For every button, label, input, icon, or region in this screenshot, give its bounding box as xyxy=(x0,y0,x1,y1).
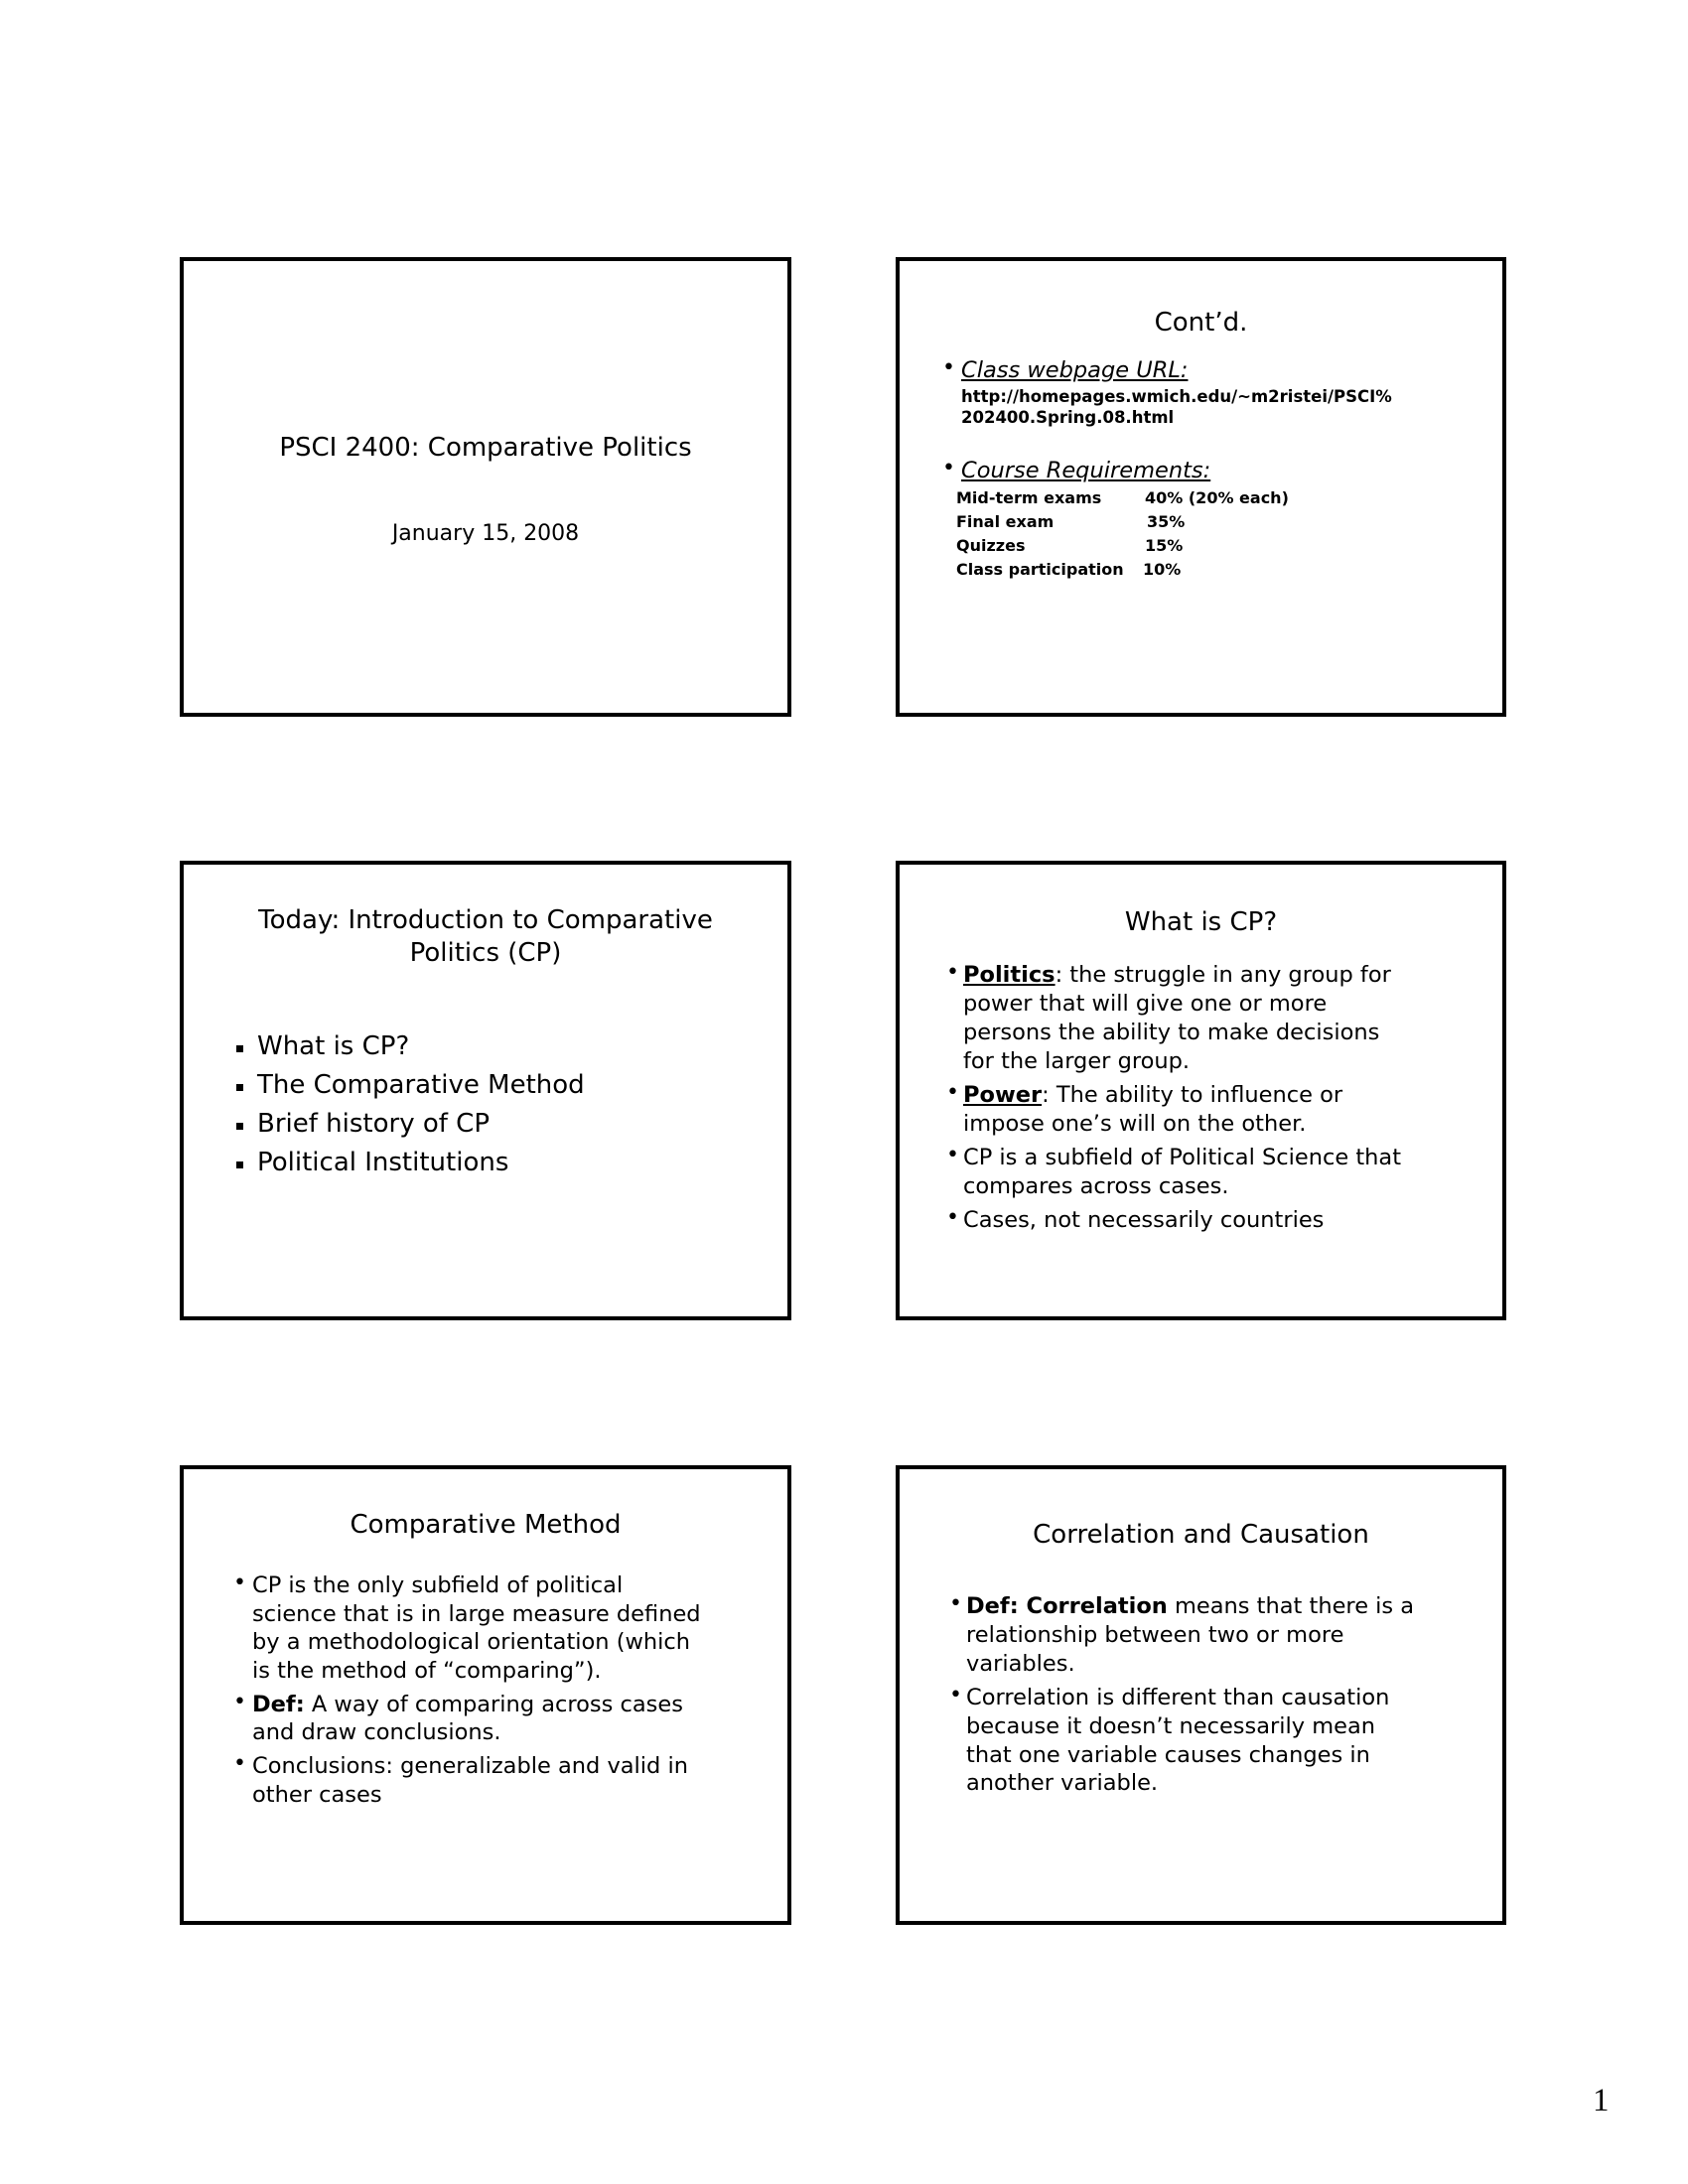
slide-title: Cont’d. xyxy=(1154,308,1248,338)
bullet-text: Def: Correlation means that there is a xyxy=(966,1593,1415,1619)
bullet-text: other cases xyxy=(252,1782,382,1808)
req-item: Final exam xyxy=(956,512,1055,531)
slide-title: Correlation and Causation xyxy=(1033,1520,1369,1550)
requirements-label: Course Requirements: xyxy=(961,458,1211,483)
bullet-dot-icon: • xyxy=(949,1591,962,1616)
slide-4 xyxy=(896,861,1506,1320)
bullet-text: and draw conclusions. xyxy=(252,1719,501,1745)
slide-date: January 15, 2008 xyxy=(391,521,580,546)
agenda-item: Political Institutions xyxy=(257,1148,509,1177)
term-correlation: Def: Correlation xyxy=(966,1593,1168,1619)
bullet-text: because it doesn’t necessarily mean xyxy=(966,1713,1376,1739)
bullet-text: compares across cases. xyxy=(963,1173,1229,1199)
bullet-text: by a methodological orientation (which xyxy=(252,1629,691,1655)
req-item: Quizzes xyxy=(956,536,1026,555)
agenda-item: The Comparative Method xyxy=(257,1070,585,1100)
url-line-1[interactable]: http://homepages.wmich.edu/~m2ristei/PSCI% xyxy=(961,387,1392,406)
bullet-text: CP is the only subfield of political xyxy=(252,1572,624,1598)
bullet-text: that one variable causes changes in xyxy=(966,1742,1370,1768)
bullet-dot-icon: • xyxy=(233,1570,246,1595)
page-number: 1 xyxy=(1593,2083,1610,2118)
bullet-dot-icon: • xyxy=(942,355,955,380)
slide-title: What is CP? xyxy=(1124,907,1278,937)
term-politics: Politics xyxy=(963,962,1055,988)
req-weight: 15% xyxy=(1145,536,1184,555)
square-bullet-icon xyxy=(236,1161,243,1168)
square-bullet-icon xyxy=(236,1045,243,1052)
slide-3 xyxy=(180,861,791,1320)
agenda-item: Brief history of CP xyxy=(257,1109,491,1139)
bullet-text: is the method of “comparing”). xyxy=(252,1658,602,1684)
square-bullet-icon xyxy=(236,1123,243,1130)
bullet-text: Cases, not necessarily countries xyxy=(963,1207,1325,1233)
req-item: Class participation xyxy=(956,560,1124,579)
slide-title: Comparative Method xyxy=(350,1510,622,1540)
bullet-dot-icon: • xyxy=(946,1143,959,1167)
bullet-text: for the larger group. xyxy=(963,1048,1191,1074)
bullet-dot-icon: • xyxy=(942,456,955,480)
term-power: Power xyxy=(963,1082,1043,1108)
square-bullet-icon xyxy=(236,1084,243,1091)
bullet-text: another variable. xyxy=(966,1770,1159,1796)
bullet-text: Correlation is different than causation xyxy=(966,1685,1390,1710)
slide-1 xyxy=(180,257,791,717)
slide-5 xyxy=(180,1465,791,1925)
bullet-text: Power: The ability to influence or xyxy=(963,1082,1343,1108)
slide-6 xyxy=(896,1465,1506,1925)
slide-title-line-2: Politics (CP) xyxy=(409,938,562,968)
bullet-dot-icon: • xyxy=(233,1751,246,1776)
agenda-item: What is CP? xyxy=(257,1031,410,1061)
bullet-text: relationship between two or more xyxy=(966,1622,1344,1648)
bullet-dot-icon: • xyxy=(233,1690,246,1714)
bullet-text: science that is in large measure defined xyxy=(252,1601,701,1627)
bullet-text: power that will give one or more xyxy=(963,991,1328,1017)
slide-title-line-1: Today: Introduction to Comparative xyxy=(258,905,713,935)
req-item: Mid-term exams xyxy=(956,488,1102,507)
req-weight: 35% xyxy=(1147,512,1186,531)
term-def: Def: xyxy=(252,1692,305,1717)
url-label: Class webpage URL: xyxy=(961,357,1189,383)
req-weight: 40% (20% each) xyxy=(1145,488,1289,507)
req-weight: 10% xyxy=(1143,560,1182,579)
bullet-text: variables. xyxy=(966,1651,1075,1677)
bullet-dot-icon: • xyxy=(949,1683,962,1707)
bullet-dot-icon: • xyxy=(946,960,959,985)
slide-2 xyxy=(896,257,1506,717)
url-line-2[interactable]: 202400.Spring.08.html xyxy=(961,408,1175,427)
slide-title: PSCI 2400: Comparative Politics xyxy=(279,433,692,463)
bullet-text: Conclusions: generalizable and valid in xyxy=(252,1753,689,1779)
bullet-text: persons the ability to make decisions xyxy=(963,1020,1380,1045)
bullet-dot-icon: • xyxy=(946,1080,959,1105)
bullet-text: Politics: the struggle in any group for xyxy=(963,962,1391,988)
bullet-text: CP is a subfield of Political Science that xyxy=(963,1145,1402,1170)
bullet-text: Def: A way of comparing across cases xyxy=(252,1692,683,1717)
bullet-text: impose one’s will on the other. xyxy=(963,1111,1307,1137)
bullet-dot-icon: • xyxy=(946,1205,959,1230)
